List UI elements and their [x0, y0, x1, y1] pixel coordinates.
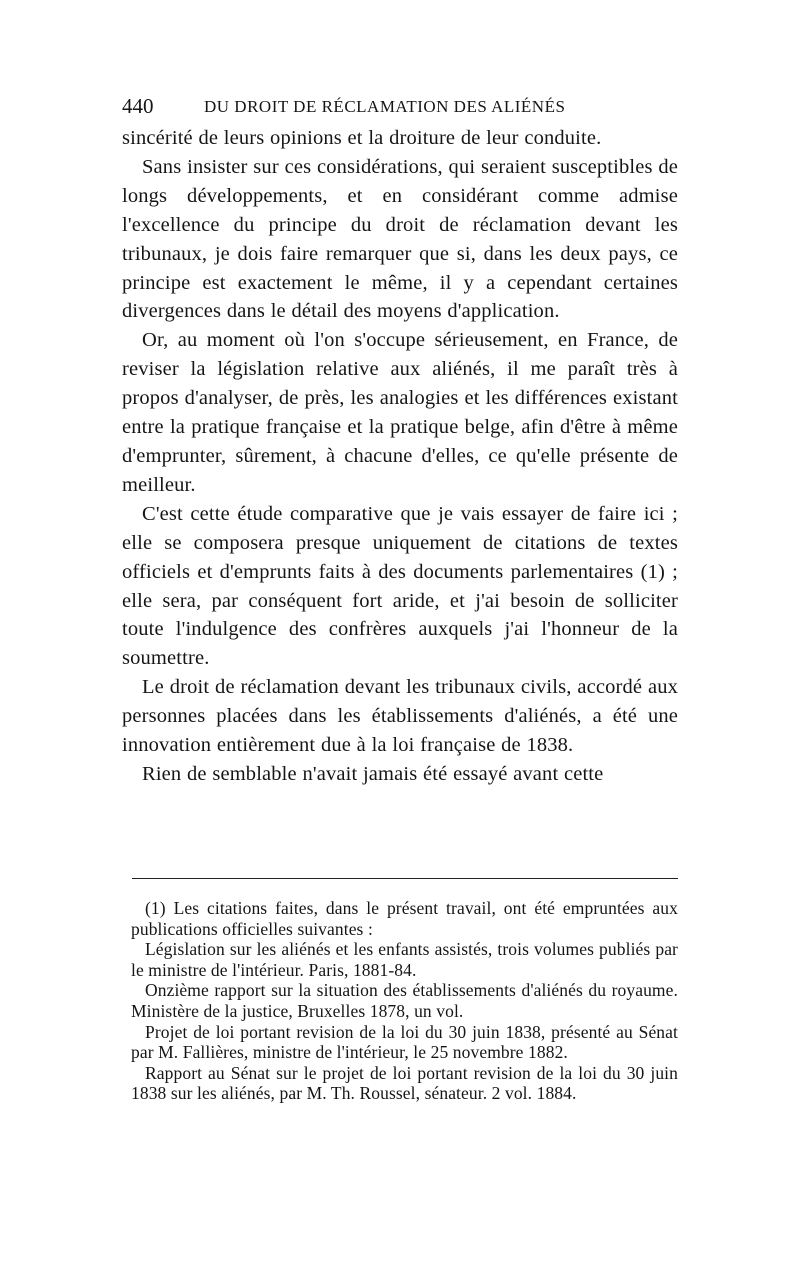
footnote-divider — [132, 878, 678, 879]
footnote: (1) Les citations faites, dans le présent travail, ont été empruntées aux publications officielles suivantes : — [131, 898, 678, 939]
paragraph: Or, au moment où l'on s'occupe sérieusement, en France, de reviser la législation relative aux aliénés, il me paraît très à propos d'analyser, de près, les analogies et les différences existant entre la pratique française et la pratique belge, afin d'être à même d'emprunter, sûrement, à chacune d'elles, ce qu'elle présente de meilleur. — [122, 329, 678, 496]
paragraph: Rien de semblable n'avait jamais été essayé avant cette — [142, 762, 604, 785]
page-number: 440 — [122, 94, 154, 118]
footnotes — [131, 898, 678, 1104]
paragraph: C'est cette étude comparative que je vais essayer de faire ici ; elle se composera presque uniquement de citations de textes officiels et d'emprunts faits à des documents parlementaires (1) ; elle sera, par conséquent fort aride, et j'ai besoin de solliciter toute l'indulgence des confrères auxquels j'ai l'honneur de la soumettre. — [122, 502, 678, 670]
running-header — [122, 94, 678, 124]
main-text — [122, 124, 678, 789]
footnote-reference: Rapport au Sénat sur le projet de loi portant revision de la loi du 30 juin 1838 sur les aliénés, par M. Th. Roussel, sénateur. 2 vol. 1884. — [131, 1062, 678, 1104]
footnote-reference: Législation sur les aliénés et les enfants assistés, trois volumes publiés par le ministre de l'intérieur. Paris, 1881-84. — [131, 939, 678, 980]
footnote-reference: Projet de loi portant revision de la loi du 30 juin 1838, présenté au Sénat par M. Fallières, ministre de l'intérieur, le 25 novembre 1882. — [131, 1021, 678, 1063]
footnote-reference: Onzième rapport sur la situation des établissements d'aliénés du royaume. Ministère de la justice, Bruxelles 1878, un vol. — [131, 980, 678, 1021]
paragraph: Sans insister sur ces considérations, qui seraient susceptibles de longs développements, et en considérant comme admise l'excellence du principe du droit de réclamation devant les tribunaux, je dois faire remarquer que si, dans les deux pays, ce principe est exactement le même, il y a cependant certaines divergences dans le détail des moyens d'application. — [122, 155, 678, 323]
paragraph-continued: sincérité de leurs opinions et la droiture de leur conduite. — [122, 127, 602, 149]
running-title: DU DROIT DE RÉCLAMATION DES ALIÉNÉS — [204, 97, 566, 116]
paragraph: Le droit de réclamation devant les tribunaux civils, accordé aux personnes placées dans les établissements d'aliénés, a été une innovation entièrement due à la loi française de 1838. — [122, 676, 678, 757]
